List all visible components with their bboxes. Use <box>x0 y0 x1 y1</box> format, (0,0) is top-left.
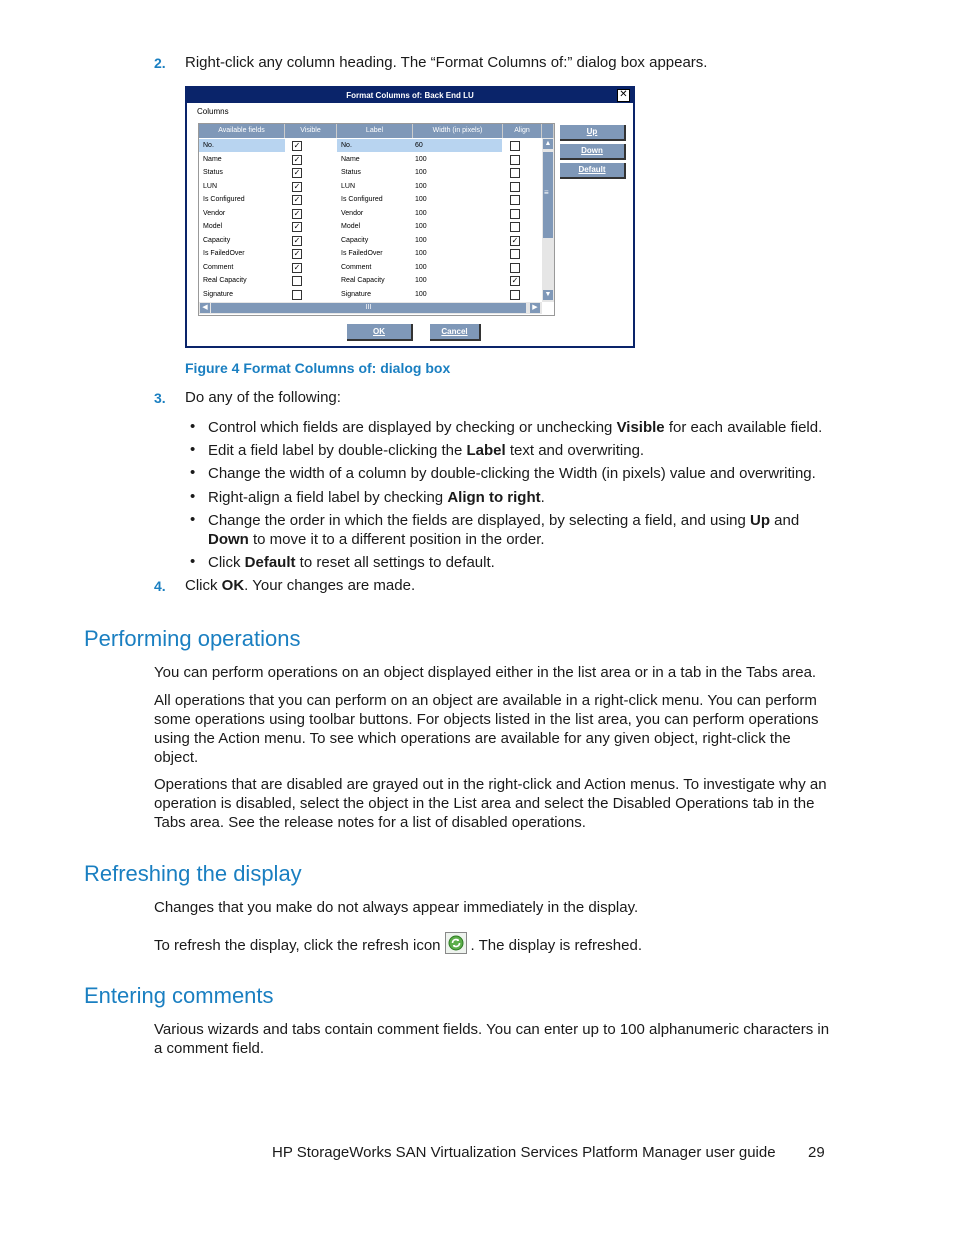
bullet-text: Change the width of a column by double-clicking the Width (in pixels) value and overwriting. <box>208 465 816 482</box>
visible-checkbox[interactable]: ✓ <box>293 249 301 258</box>
field-name-cell[interactable]: Real Capacity <box>203 277 247 284</box>
table-row[interactable] <box>199 234 542 248</box>
default-button[interactable]: Default <box>560 163 626 179</box>
bullet-item <box>208 441 838 460</box>
width-cell[interactable]: 100 <box>415 223 427 230</box>
header-align[interactable]: Align <box>503 124 542 138</box>
label-cell[interactable]: Vendor <box>341 209 364 217</box>
refresh-icon <box>445 932 467 954</box>
header-label[interactable]: Label <box>337 124 413 138</box>
bullet-item <box>208 488 838 507</box>
table-row[interactable] <box>199 247 542 261</box>
bullet-text: for each available field. <box>664 419 823 436</box>
heading-refreshing-display: Refreshing the display <box>84 861 302 886</box>
dialog-title: Format Columns of: Back End LU <box>187 88 633 103</box>
field-name-cell[interactable]: Is Configured <box>203 196 245 203</box>
table-row[interactable] <box>199 180 542 194</box>
table-row[interactable] <box>199 261 542 275</box>
visible-checkbox[interactable]: ✓ <box>293 195 301 204</box>
label-cell[interactable]: Status <box>341 169 361 176</box>
label-cell[interactable]: Model <box>341 223 361 230</box>
width-cell[interactable]: 100 <box>415 209 427 217</box>
table-row[interactable] <box>199 139 542 153</box>
step-4-text <box>185 577 415 594</box>
align-checkbox[interactable]: ✓ <box>511 276 519 285</box>
align-checkbox[interactable] <box>510 290 520 300</box>
bullet-marker: • <box>190 553 196 570</box>
field-name-cell[interactable]: Capacity <box>203 236 231 244</box>
field-name-cell[interactable]: Model <box>203 223 223 230</box>
bullet-item <box>208 511 838 549</box>
width-cell[interactable]: 100 <box>415 196 427 203</box>
label-cell[interactable]: No. <box>341 142 352 149</box>
field-name-cell[interactable]: Signature <box>203 290 233 298</box>
visible-checkbox[interactable]: ✓ <box>293 141 301 150</box>
align-checkbox[interactable] <box>510 209 520 219</box>
field-name-cell[interactable]: Status <box>203 169 223 176</box>
header-available-fields[interactable]: Available fields <box>199 124 285 138</box>
ok-button[interactable]: OK <box>347 324 413 341</box>
visible-checkbox[interactable]: ✓ <box>293 208 301 218</box>
label-cell[interactable]: Real Capacity <box>341 277 385 284</box>
step-3-number: 3. <box>154 390 166 406</box>
bullet-bold: Default <box>244 554 296 571</box>
align-checkbox[interactable] <box>510 222 520 232</box>
label-cell[interactable]: Is FailedOver <box>341 250 383 257</box>
bullet-text: text and overwriting. <box>505 442 645 459</box>
label-cell[interactable]: Is Configured <box>341 196 383 203</box>
align-checkbox[interactable] <box>510 195 520 205</box>
align-checkbox[interactable] <box>510 263 520 273</box>
bullet-text: Change the order in which the fields are displayed, by selecting a field, and using <box>208 512 750 529</box>
header-visible[interactable]: Visible <box>285 124 337 138</box>
field-name-cell[interactable]: No. <box>203 142 214 149</box>
field-name-cell[interactable]: LUN <box>203 182 218 190</box>
width-cell[interactable]: 100 <box>415 263 427 271</box>
bullet-bold: Up <box>750 512 770 529</box>
bullet-item <box>208 418 838 437</box>
bullet-text: . <box>540 489 545 506</box>
up-button[interactable]: Up <box>560 125 626 141</box>
vertical-scroll-thumb[interactable] <box>543 152 553 238</box>
bullet-bold: Align to right <box>447 489 541 506</box>
align-checkbox[interactable] <box>510 182 520 192</box>
table-row[interactable] <box>199 220 542 234</box>
performing-para-1: You can perform operations on an object displayed either in the list area or in a tab in the Tabs area. <box>154 664 817 681</box>
visible-checkbox[interactable]: ✓ <box>293 222 301 231</box>
header-corner <box>542 124 554 138</box>
table-row[interactable] <box>199 288 542 302</box>
label-cell[interactable]: Comment <box>341 263 372 271</box>
vscroll-grip: ≡ <box>544 188 549 197</box>
step-2-number: 2. <box>154 55 166 71</box>
vertical-scrollbar[interactable] <box>542 138 554 302</box>
visible-checkbox[interactable] <box>292 290 302 300</box>
scroll-left-icon[interactable]: ◀ <box>200 303 210 313</box>
visible-checkbox[interactable] <box>292 276 302 286</box>
width-cell[interactable]: 60 <box>415 142 423 149</box>
scroll-right-icon[interactable]: ▶ <box>530 303 540 313</box>
table-row[interactable] <box>199 166 542 180</box>
table-row[interactable] <box>199 274 542 288</box>
columns-label: Columns <box>197 107 229 116</box>
bullet-marker: • <box>190 418 196 435</box>
visible-checkbox[interactable]: ✓ <box>293 262 301 272</box>
visible-checkbox[interactable]: ✓ <box>293 168 301 177</box>
heading-performing-operations: Performing operations <box>84 626 301 651</box>
align-checkbox[interactable] <box>510 168 520 178</box>
table-row[interactable] <box>199 193 542 207</box>
scroll-up-icon[interactable]: ▲ <box>544 140 552 147</box>
visible-checkbox[interactable]: ✓ <box>293 235 301 245</box>
footer-title: HP StorageWorks SAN Virtualization Services Platform Manager user guide <box>272 1144 776 1161</box>
width-cell[interactable]: 100 <box>415 169 427 176</box>
align-checkbox[interactable] <box>510 141 520 151</box>
field-name-cell[interactable]: Is FailedOver <box>203 250 245 257</box>
bullet-marker: • <box>190 441 196 458</box>
bullet-marker: • <box>190 464 196 481</box>
bullet-text: Control which fields are displayed by checking or unchecking <box>208 419 617 436</box>
bullet-marker: • <box>190 488 196 505</box>
bullet-bold: Label <box>466 442 506 459</box>
bullet-bold: Visible <box>616 419 665 436</box>
format-columns-dialog <box>185 86 635 348</box>
columns-grid <box>198 123 555 316</box>
table-row[interactable] <box>199 153 542 167</box>
down-button[interactable]: Down <box>560 144 626 160</box>
refreshing-para-2 <box>154 932 834 955</box>
step-4-pre: Click <box>185 577 222 594</box>
align-checkbox[interactable] <box>510 249 520 259</box>
bullet-text: to reset all settings to default. <box>295 554 495 571</box>
visible-checkbox[interactable]: ✓ <box>293 154 301 164</box>
label-cell[interactable]: LUN <box>341 182 356 190</box>
header-width[interactable]: Width (in pixels) <box>413 124 503 138</box>
horizontal-scroll-thumb[interactable]: III <box>211 303 526 313</box>
label-cell[interactable]: Name <box>341 155 360 163</box>
table-row[interactable] <box>199 207 542 221</box>
heading-entering-comments: Entering comments <box>84 983 274 1008</box>
bullet-text: Right-align a field label by checking <box>208 489 448 506</box>
field-name-cell[interactable]: Vendor <box>203 209 226 217</box>
width-cell[interactable]: 100 <box>415 155 427 163</box>
step-4-post: . Your changes are made. <box>244 577 416 594</box>
bullet-item <box>208 553 838 572</box>
step-4-bold: OK <box>221 577 245 594</box>
close-icon[interactable]: ✕ <box>617 89 630 102</box>
width-cell[interactable]: 100 <box>415 182 427 190</box>
horizontal-scrollbar[interactable] <box>199 302 542 314</box>
width-cell[interactable]: 100 <box>415 236 427 244</box>
refreshing-para-2-post: . The display is refreshed. <box>470 937 643 954</box>
field-name-cell[interactable]: Comment <box>203 263 234 271</box>
label-cell[interactable]: Signature <box>341 290 371 298</box>
width-cell[interactable]: 100 <box>415 250 427 257</box>
performing-para-3: Operations that are disabled are grayed out in the right-click and Action menus. To investigate why an operation is disabled, select the object in the List area and select the Disabled Operations tab in the Tabs area. See the release notes for a list of disabled operations. <box>154 776 827 831</box>
field-name-cell[interactable]: Name <box>203 155 222 163</box>
step-2-text: Right-click any column heading. The “Format Columns of:” dialog box appears. <box>185 54 708 71</box>
refreshing-para-1: Changes that you make do not always appear immediately in the display. <box>154 899 639 916</box>
bullet-item <box>208 464 838 483</box>
align-checkbox[interactable]: ✓ <box>511 235 519 245</box>
comments-para-1: Various wizards and tabs contain comment fields. You can enter up to 100 alphanumeric characters in a comment field. <box>154 1021 830 1057</box>
bullet-bold: Down <box>208 531 249 548</box>
scroll-down-icon[interactable]: ▼ <box>544 291 552 298</box>
align-checkbox[interactable] <box>510 155 520 165</box>
performing-para-2: All operations that you can perform on an object are available in a right-click menu. You can perform some operations using toolbar buttons. For objects listed in the list area, you can perform operations using the Action menu. To see which operations are available for any given object, right-click the object. <box>154 692 819 766</box>
figure-caption: Figure 4 Format Columns of: dialog box <box>185 360 451 376</box>
footer-page-number: 29 <box>808 1144 825 1161</box>
width-cell[interactable]: 100 <box>415 290 427 298</box>
bullet-text: and <box>770 512 800 529</box>
bullet-text: Edit a field label by double-clicking the <box>208 442 467 459</box>
width-cell[interactable]: 100 <box>415 277 427 284</box>
bullet-marker: • <box>190 511 196 528</box>
bullet-text: Click <box>208 554 245 571</box>
step-4-number: 4. <box>154 578 166 594</box>
bullet-text: to move it to a different position in the order. <box>248 531 545 548</box>
step-3-text: Do any of the following: <box>185 389 341 406</box>
refreshing-para-2-pre: To refresh the display, click the refresh icon <box>154 937 441 954</box>
visible-checkbox[interactable]: ✓ <box>293 181 301 191</box>
cancel-button[interactable]: Cancel <box>430 324 481 341</box>
label-cell[interactable]: Capacity <box>341 236 369 244</box>
